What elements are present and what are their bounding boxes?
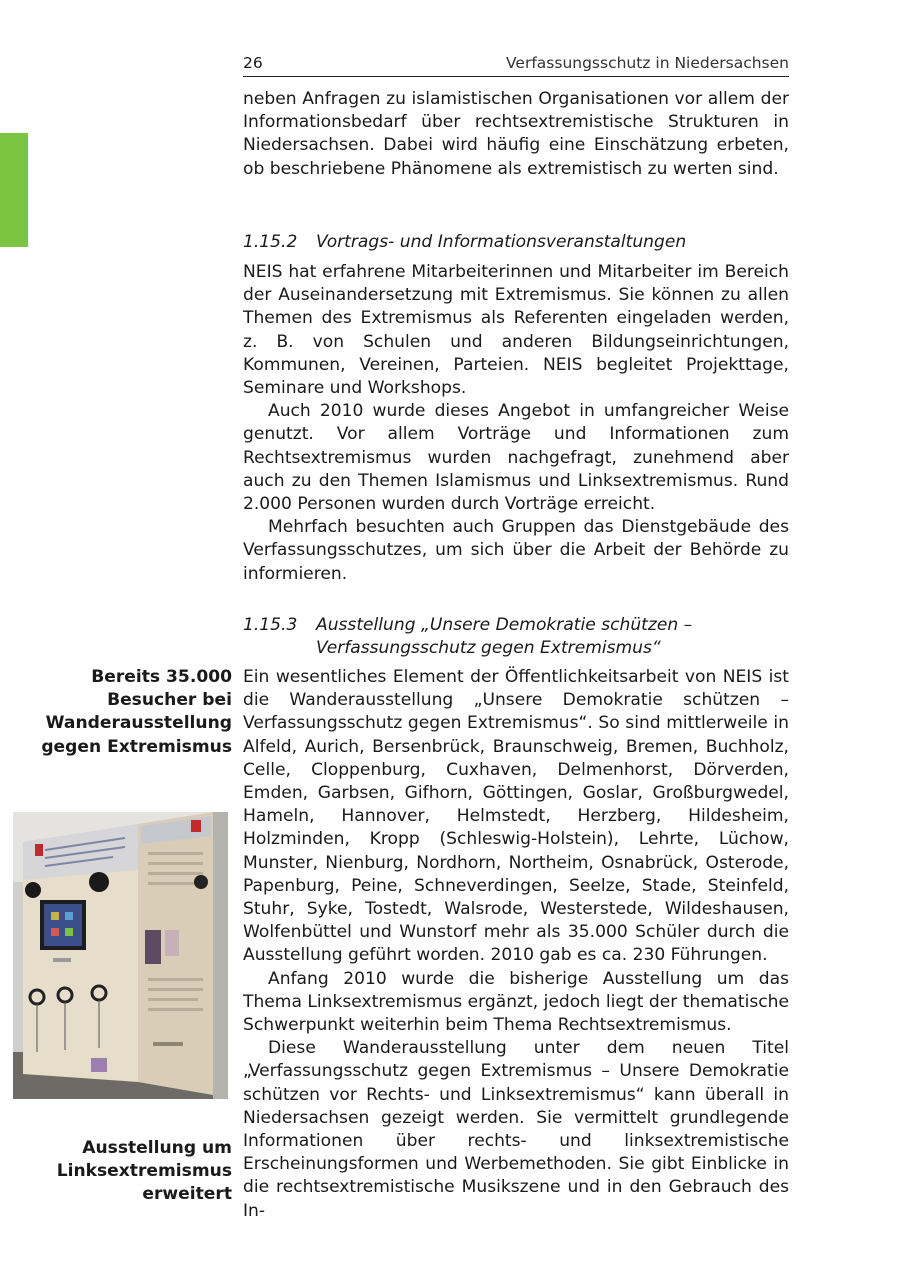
section-title: Vortrags- und Informationsveranstaltungen bbox=[316, 232, 687, 252]
page-header bbox=[243, 52, 789, 77]
margin-note-extension: Ausstellung um Linksextremismus erweitert bbox=[56, 1138, 232, 1205]
paragraph: Anfang 2010 wurde die bisherige Ausstellung um das Thema Linksextremismus ergänzt, jedoch liegt der thematische Schwerpunkt weiterhin beim Thema Rechtsextremismus. bbox=[243, 968, 789, 1036]
margin-note-visitors: Bereits 35.000 Besucher bei Wanderausstellung gegen Extremismus bbox=[41, 667, 232, 757]
section-heading-1-15-3 bbox=[243, 614, 789, 662]
page-number: 26 bbox=[243, 54, 263, 72]
section-1-15-3-body bbox=[243, 666, 789, 1223]
section-heading-1-15-2 bbox=[243, 231, 789, 255]
paragraph: Diese Wanderausstellung unter dem neuen Titel „Verfassungsschutz gegen Extremismus – Unsere Demokratie schützen vor Rechts- und Linksextremismus“ kann überall in Niedersachsen gezeigt werden. Sie vermittelt grundlegende Informationen über rechts- und linksextremistische Erscheinungsformen und Werbemethoden. Sie gibt Einblicke in die rechtsextremistische Musikszene und in den Gebrauch des In- bbox=[243, 1038, 789, 1221]
paragraph: NEIS hat erfahrene Mitarbeiterinnen und Mitarbeiter im Bereich der Auseinandersetzung mit Extremismus. Sie können zu allen Themen des Extremismus als Referenten eingeladen werden, z. B. von Schulen und anderen Bildungseinrichtungen, Kommunen, Vereinen, Parteien. NEIS begleitet Projekttage, Seminare und Workshops. bbox=[243, 262, 789, 399]
section-number: 1.15.2 bbox=[243, 232, 298, 252]
chapter-marker-tab bbox=[0, 133, 28, 247]
section-title: Ausstellung „Unsere Demokratie schützen – Verfassungsschutz gegen Extremismus“ bbox=[316, 615, 693, 659]
running-title: Verfassungsschutz in Niedersachsen bbox=[506, 54, 789, 72]
paragraph: Mehrfach besuchten auch Gruppen das Dienstgebäude des Verfassungsschutzes, um sich über die Arbeit der Behörde zu informieren. bbox=[243, 517, 789, 584]
paragraph: Auch 2010 wurde dieses Angebot in umfangreicher Weise genutzt. Vor allem Vorträge und Informationen zum Rechtsextremismus wurden nachgefragt, zunehmend aber auch zu den Themen Islamismus und Linksextremismus. Rund 2.000 Personen wurden durch Vorträge erreicht. bbox=[243, 401, 789, 515]
section-number: 1.15.3 bbox=[243, 615, 298, 635]
exhibition-photo bbox=[13, 812, 228, 1099]
intro-paragraph: neben Anfragen zu islamistischen Organisationen vor allem der Informationsbedarf über rechtsextremistische Strukturen in Niedersachsen. Dabei wird häufig eine Einschätzung erbeten, ob beschriebene Phänomene als extremistisch zu werten sind. bbox=[243, 89, 789, 179]
intro-text bbox=[243, 88, 789, 181]
section-1-15-2-body bbox=[243, 261, 789, 586]
paragraph: Ein wesentliches Element der Öffentlichkeitsarbeit von NEIS ist die Wanderausstellung „Unsere Demokratie schützen – Verfassungsschutz gegen Extremismus“. So sind mittlerweile in Alfeld, Aurich, Bersenbrück, Braunschweig, Bremen, Buchholz, Celle, Cloppenburg, Cuxhaven, Delmenhorst, Dörverden, Emden, Garbsen, Gifhorn, Göttingen, Goslar, Großburgwedel, Hameln, Hannover, Helmstedt, Herzberg, Hildesheim, Holzminden, Kropp (Schleswig-Holstein), Lehrte, Lüchow, Munster, Nienburg, Nordhorn, Northeim, Osnabrück, Osterode, Papenburg, Peine, Schneverdingen, Seelze, Stade, Steinfeld, Stuhr, Syke, Tostedt, Walsrode, Westerstede, Wildeshausen, Wolfenbüttel und Wunstorf mehr als 35.000 Schüler durch die Ausstellung geführt worden. 2010 gab es ca. 230 Führungen. bbox=[243, 667, 789, 966]
